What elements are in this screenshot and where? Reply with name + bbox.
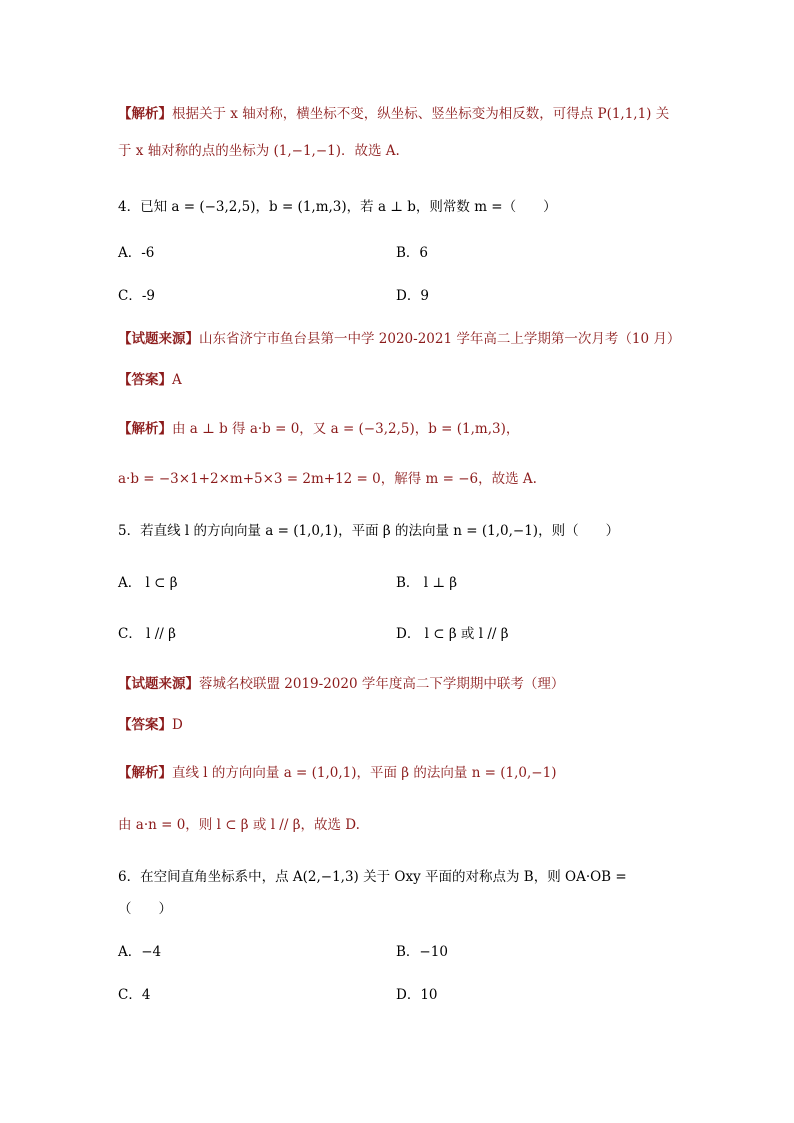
q3-analysis-line-2 bbox=[118, 140, 400, 162]
q4-option-a: A．-6 bbox=[118, 245, 155, 261]
q4-analysis-text-2: a·b = −3×1+2×m+5×3 = 2m+12 = 0，解得 m = −6，故选 A. bbox=[118, 471, 537, 487]
q5-option-c: C． l // β bbox=[118, 626, 176, 642]
q5-source: 蓉城名校联盟 2019-2020 学年度高二下学期期中联考（理） bbox=[199, 676, 565, 692]
q3-analysis-text-1: 根据关于 x 轴对称，横坐标不变，纵坐标、竖坐标变为相反数，可得点 P(1,1,1) 关 bbox=[172, 106, 670, 122]
q5-option-b: B． l ⊥ β bbox=[396, 575, 458, 591]
q4-source: 山东省济宁市鱼台县第一中学 2020-2021 学年高二上学期第一次月考（10 月） bbox=[199, 331, 681, 347]
q6-option-a: A．−4 bbox=[118, 944, 162, 960]
q5-analysis-line-1 bbox=[118, 762, 556, 784]
q6-stem-paren: （ ） bbox=[118, 901, 172, 917]
q4-source-line bbox=[118, 328, 680, 350]
q6-stem: 6．在空间直角坐标系中，点 A(2,−1,3) 关于 Oxy 平面的对称点为 B，则 OA·OB = bbox=[118, 869, 627, 885]
q5-stem: 5．若直线 l 的方向向量 a = (1,0,1)，平面 β 的法向量 n = (1,0,−1)，则（ ） bbox=[118, 523, 620, 539]
q4-answer-line bbox=[118, 369, 182, 391]
answer-tag: 【答案】 bbox=[118, 717, 172, 733]
q5-source-line bbox=[118, 673, 564, 695]
q5-analysis-line-2 bbox=[118, 814, 360, 836]
q5-analysis-text-2: 由 a·n = 0，则 l ⊂ β 或 l // β，故选 D. bbox=[118, 817, 360, 833]
q5-option-a: A． l ⊂ β bbox=[118, 575, 178, 591]
q4-option-b: B．6 bbox=[396, 245, 429, 261]
q4-answer: A bbox=[172, 372, 182, 388]
q5-option-d: D． l ⊂ β 或 l // β bbox=[396, 626, 509, 642]
q5-analysis-text-1: 直线 l 的方向向量 a = (1,0,1)，平面 β 的法向量 n = (1,0,−1) bbox=[172, 765, 557, 781]
answer-tag: 【答案】 bbox=[118, 372, 172, 388]
q4-option-d: D．9 bbox=[396, 288, 429, 304]
source-tag: 【试题来源】 bbox=[118, 331, 199, 347]
q6-option-c: C．4 bbox=[118, 987, 151, 1003]
q4-analysis-line-1 bbox=[118, 418, 519, 440]
q3-analysis-line-1 bbox=[118, 103, 669, 125]
q5-answer: D bbox=[172, 717, 183, 733]
analysis-tag: 【解析】 bbox=[118, 106, 172, 122]
q4-stem: 4．已知 a = (−3,2,5)，b = (1,m,3)，若 a ⊥ b，则常数 m =（ ） bbox=[118, 199, 557, 215]
q6-option-b: B．−10 bbox=[396, 944, 448, 960]
analysis-tag: 【解析】 bbox=[118, 421, 172, 437]
q5-answer-line bbox=[118, 714, 183, 736]
q6-option-d: D．10 bbox=[396, 987, 438, 1003]
source-tag: 【试题来源】 bbox=[118, 676, 199, 692]
q4-option-c: C．-9 bbox=[118, 288, 155, 304]
q4-analysis-line-2 bbox=[118, 468, 537, 490]
q3-analysis-text-2: 于 x 轴对称的点的坐标为 (1,−1,−1)．故选 A. bbox=[118, 143, 400, 159]
q4-analysis-text-1: 由 a ⊥ b 得 a·b = 0，又 a = (−3,2,5)，b = (1,m,3)， bbox=[172, 421, 520, 437]
analysis-tag: 【解析】 bbox=[118, 765, 172, 781]
